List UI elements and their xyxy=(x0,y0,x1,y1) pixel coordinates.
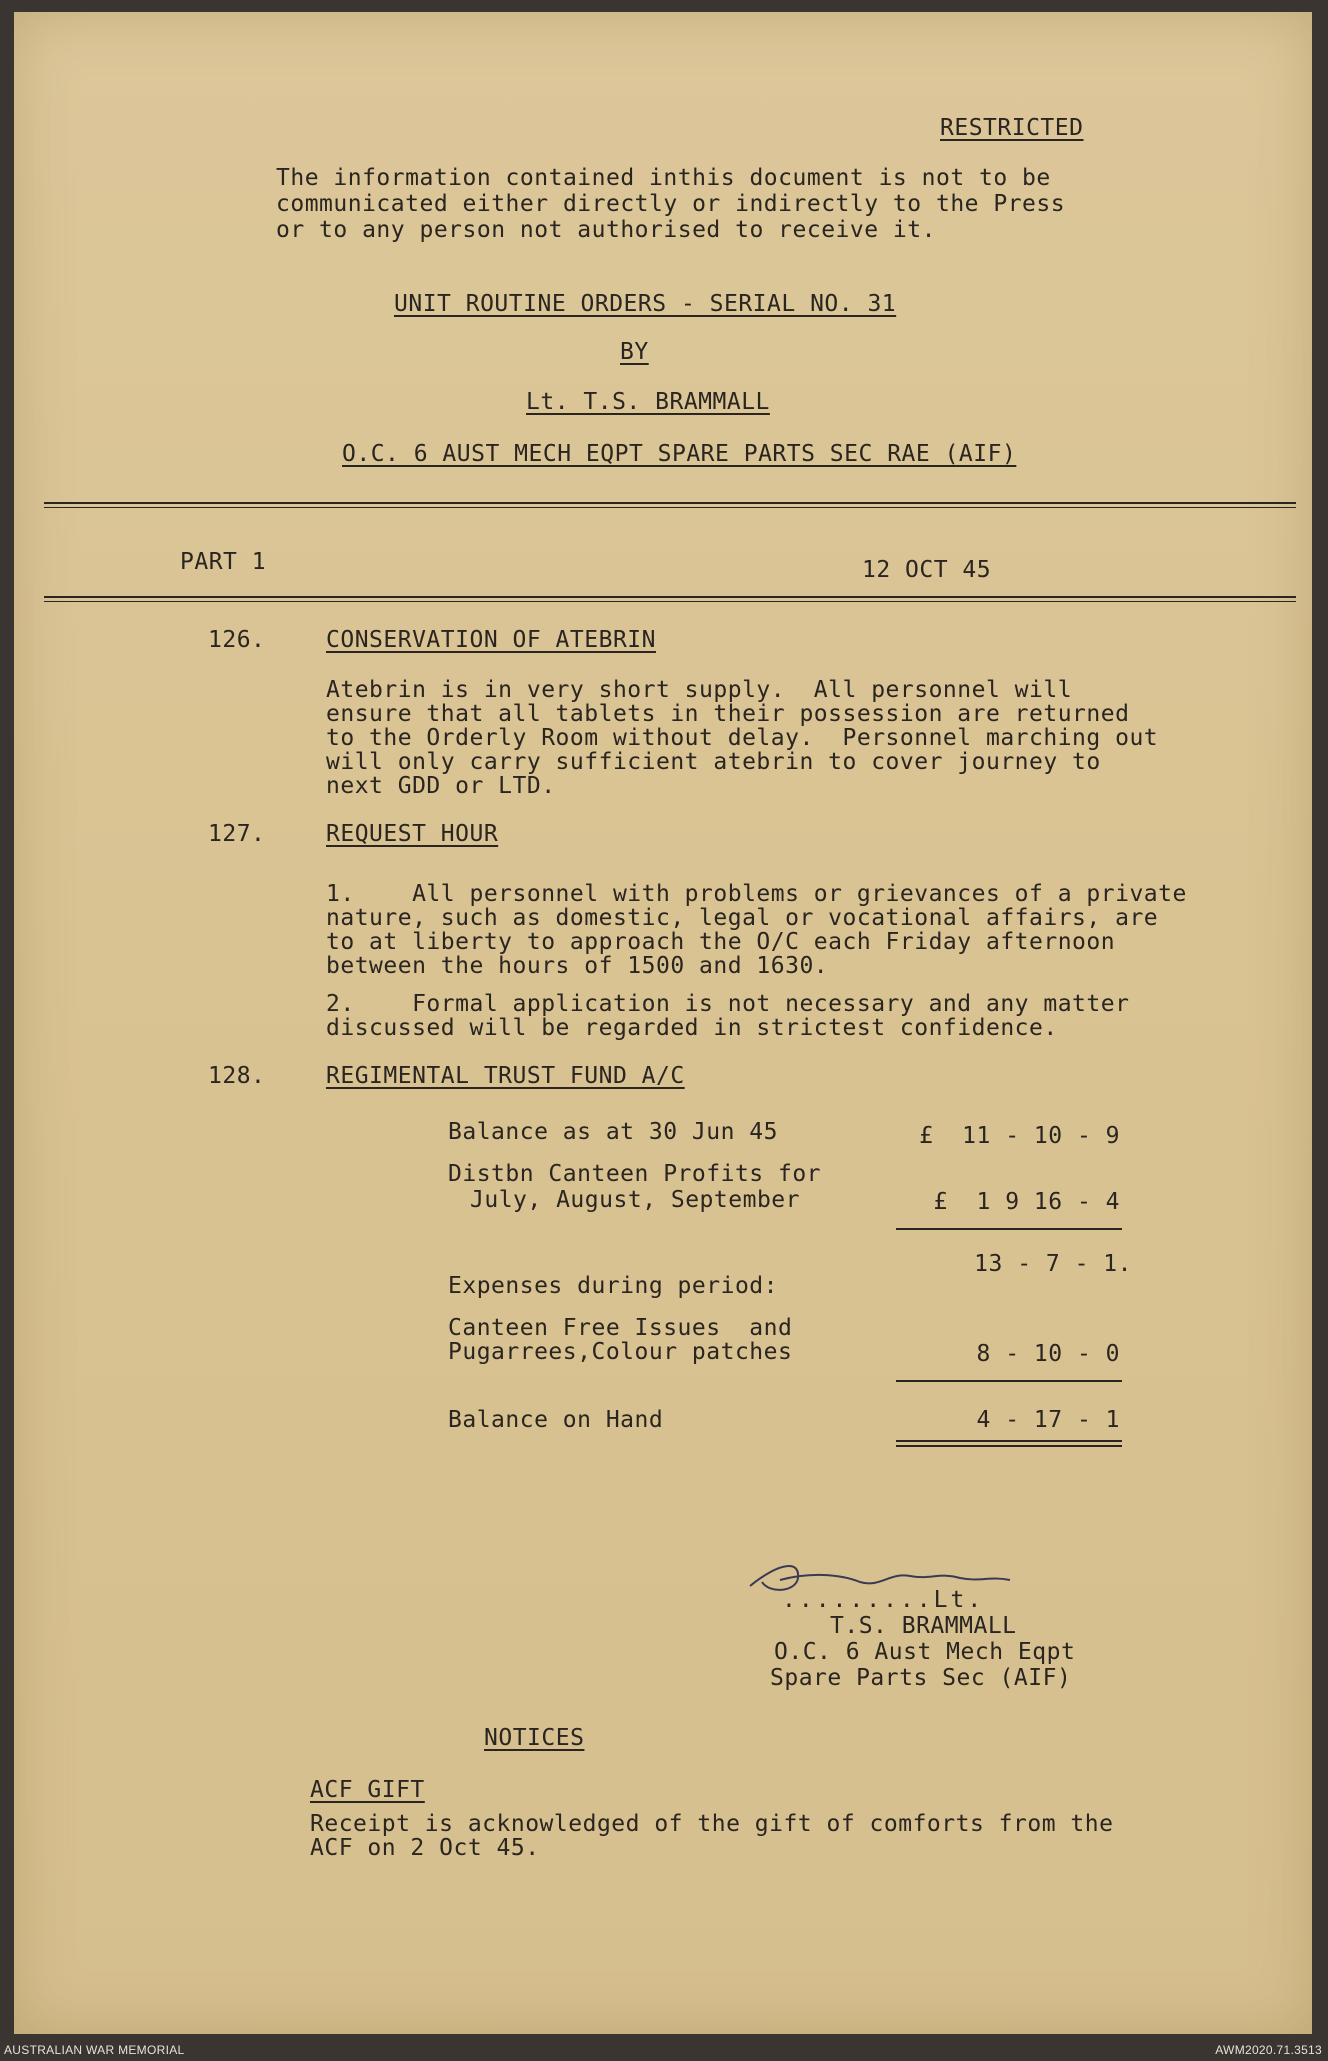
divider-bottom-2 xyxy=(44,601,1296,602)
title-by: BY xyxy=(620,339,649,365)
fund-distbn-label-2: July, August, September xyxy=(470,1187,800,1213)
item-126-line-2: ensure that all tablets in their possession are returned xyxy=(326,701,1130,727)
signature-name: T.S. BRAMMALL xyxy=(830,1613,1017,1639)
fund-balance-amount: £ 11 - 10 - 9 xyxy=(919,1123,1120,1149)
signature-title-1: O.C. 6 Aust Mech Eqpt xyxy=(774,1639,1076,1665)
fund-canteen-label-1: Canteen Free Issues and xyxy=(448,1315,793,1341)
item-126-line-4: will only carry sufficient atebrin to cover journey to xyxy=(326,749,1101,775)
footer-right: AWM2020.71.3513 xyxy=(1215,2043,1322,2057)
part-date: 12 OCT 45 xyxy=(862,557,992,583)
item-127-para1-line-2: nature, such as domestic, legal or vocational affairs, are xyxy=(326,905,1159,931)
item-127-para2-line-1: 2. Formal application is not necessary and any matter xyxy=(326,991,1130,1017)
fund-balance-label: Balance as at 30 Jun 45 xyxy=(448,1119,778,1145)
signature-title-2: Spare Parts Sec (AIF) xyxy=(770,1665,1072,1691)
fund-subtotal: 13 - 7 - 1. xyxy=(974,1251,1132,1277)
notices-line-1: Receipt is acknowledged of the gift of comforts from the xyxy=(310,1811,1114,1837)
divider-top-2 xyxy=(44,507,1296,508)
fund-hand-label: Balance on Hand xyxy=(448,1407,664,1433)
notices-line-2: ACF on 2 Oct 45. xyxy=(310,1835,540,1861)
notice-line-2: communicated either directly or indirectly to the Press xyxy=(276,191,1066,217)
item-126-line-1: Atebrin is in very short supply. All personnel will xyxy=(326,677,1073,703)
notice-line-1: The information contained inthis document is not to be xyxy=(276,165,1051,191)
fund-distbn-amount: £ 1 9 16 - 4 xyxy=(933,1189,1120,1215)
fund-hand-amount: 4 - 17 - 1 xyxy=(976,1407,1120,1433)
fund-double-rule-2 xyxy=(896,1445,1122,1447)
restricted-label: RESTRICTED xyxy=(940,115,1084,141)
divider-bottom xyxy=(44,596,1296,598)
title-unit: O.C. 6 AUST MECH EQPT SPARE PARTS SEC RAE (AIF) xyxy=(342,441,1017,467)
item-heading-127: REQUEST HOUR xyxy=(326,821,499,847)
fund-double-rule-1 xyxy=(896,1440,1122,1442)
item-heading-128: REGIMENTAL TRUST FUND A/C xyxy=(326,1063,685,1089)
item-127-para2-line-2: discussed will be regarded in strictest confidence. xyxy=(326,1015,1058,1041)
item-126-line-3: to the Orderly Room without delay. Personnel marching out xyxy=(326,725,1159,751)
fund-canteen-amount: 8 - 10 - 0 xyxy=(976,1341,1120,1367)
notices-heading: NOTICES xyxy=(484,1725,585,1751)
notices-subheading: ACF GIFT xyxy=(310,1777,425,1803)
fund-canteen-label-2: Pugarrees,Colour patches xyxy=(448,1339,793,1365)
fund-hand-rule xyxy=(896,1380,1122,1382)
item-number-128: 128. xyxy=(208,1063,266,1089)
item-number-127: 127. xyxy=(208,821,266,847)
item-number-126: 126. xyxy=(208,627,266,653)
title-officer: Lt. T.S. BRAMMALL xyxy=(526,389,770,415)
document-page xyxy=(14,12,1312,2034)
item-127-para1-line-3: to at liberty to approach the O/C each Friday afternoon xyxy=(326,929,1116,955)
part-label: PART 1 xyxy=(180,549,267,575)
divider-top xyxy=(44,502,1296,504)
item-127-para1-line-1: 1. All personnel with problems or grievances of a private xyxy=(326,881,1187,907)
title-serial: UNIT ROUTINE ORDERS - SERIAL NO. 31 xyxy=(394,291,897,317)
item-126-line-5: next GDD or LTD. xyxy=(326,773,556,799)
signature-line: .........Lt. xyxy=(782,1587,985,1613)
fund-expenses-label: Expenses during period: xyxy=(448,1273,778,1299)
notice-line-3: or to any person not authorised to receive it. xyxy=(276,217,936,243)
item-heading-126: CONSERVATION OF ATEBRIN xyxy=(326,627,656,653)
item-127-para1-line-4: between the hours of 1500 and 1630. xyxy=(326,953,829,979)
fund-distbn-label-1: Distbn Canteen Profits for xyxy=(448,1161,822,1187)
footer-left: AUSTRALIAN WAR MEMORIAL xyxy=(4,2043,185,2057)
fund-subtotal-rule xyxy=(896,1228,1122,1230)
